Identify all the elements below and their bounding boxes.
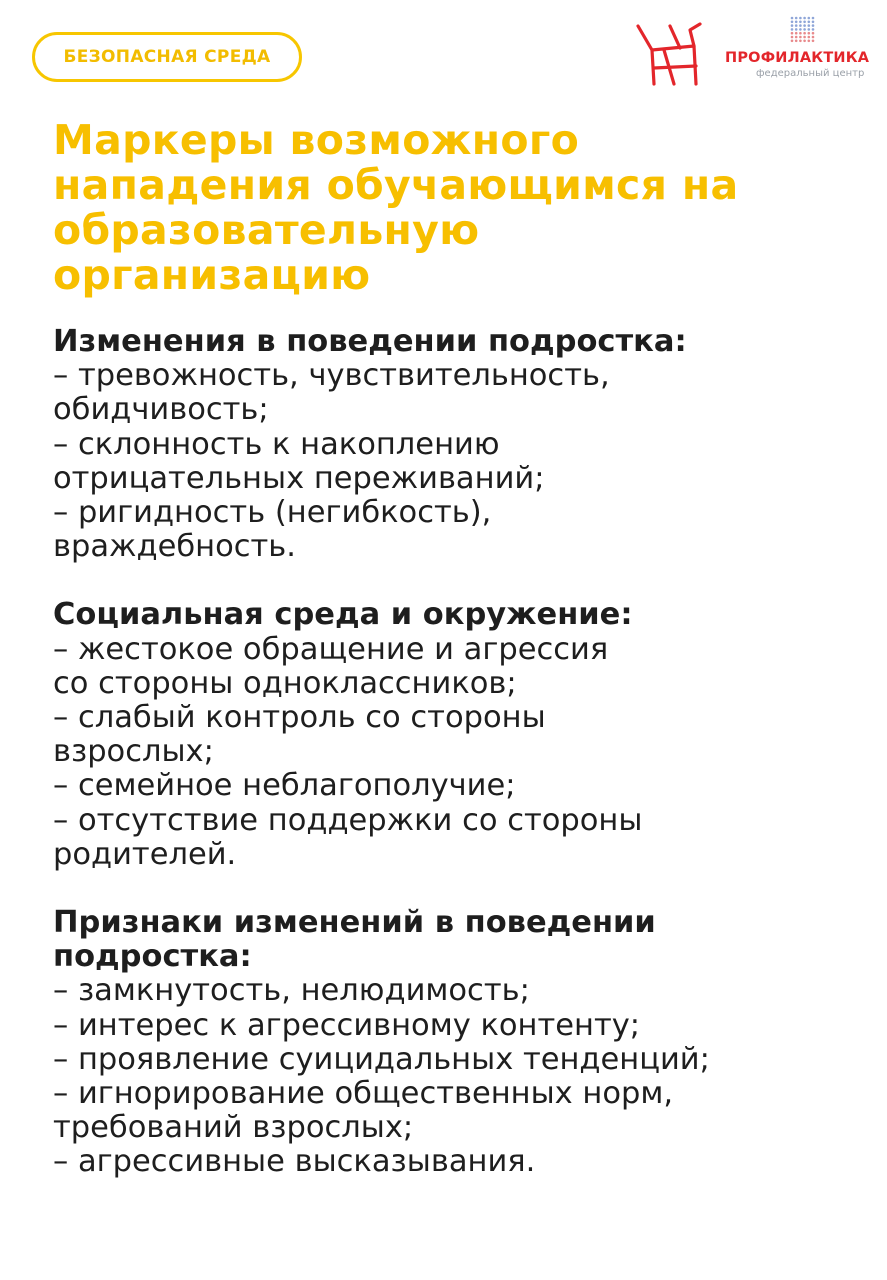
list-item: – слабый контроль со стороны (53, 700, 546, 736)
section-social-environment (53, 598, 853, 872)
title-line: Маркеры возможного (53, 116, 580, 164)
list-item: – игнорирование общественных норм, (53, 1076, 674, 1112)
list-item: – склонность к накоплению (53, 426, 500, 462)
safe-environment-badge: БЕЗОПАСНАЯ СРЕДА (32, 32, 302, 82)
heading-line: Социальная среда и окружение: (53, 597, 633, 633)
list-item: обидчивость; (53, 392, 269, 428)
page-title (53, 118, 853, 298)
heading-line: Изменения в поведении подростка: (53, 324, 687, 359)
title-line: нападения обучающимся на (53, 161, 739, 209)
section-heading (53, 325, 853, 359)
list-item: – проявление суицидальных тенденций; (53, 1041, 710, 1077)
list-item: требований взрослых; (53, 1110, 414, 1146)
list-item: – замкнутость, нелюдимость; (53, 973, 530, 1009)
section-behavior-changes (53, 325, 853, 564)
list-item: – тревожность, чувствительность, (53, 358, 610, 394)
list-item: – ригидность (негибкость), (53, 495, 492, 531)
list-item: – агрессивные высказывания. (53, 1144, 536, 1180)
blue-red-dot-grid-icon (790, 16, 816, 44)
logo-title: ПРОФИЛАКТИКА (725, 50, 870, 66)
section-behavior-signs (53, 906, 853, 1180)
list-item: родителей. (53, 836, 237, 872)
markers-content (53, 325, 853, 1214)
list-item: – семейное неблагополучие; (53, 768, 516, 804)
title-line: организацию (53, 251, 371, 299)
logo-subtitle: федеральный центр (756, 68, 865, 79)
heading-line: подростка: (53, 939, 252, 975)
list-item: враждебность. (53, 529, 296, 565)
list-item: – интерес к агрессивному контенту; (53, 1007, 641, 1043)
list-item: отрицательных переживаний; (53, 460, 545, 496)
title-line: образовательную (53, 206, 480, 254)
list-item: – отсутствие поддержки со стороны (53, 802, 643, 838)
heading-line: Признаки изменений в поведении (53, 905, 656, 941)
list-item: – жестокое обращение и агрессия (53, 631, 609, 667)
list-item: взрослых; (53, 734, 214, 770)
list-item: со стороны одноклассников; (53, 665, 517, 701)
section-heading (53, 906, 853, 974)
profilaktika-logo (632, 16, 877, 88)
red-chair-figure-icon (634, 20, 714, 88)
section-heading (53, 598, 853, 632)
